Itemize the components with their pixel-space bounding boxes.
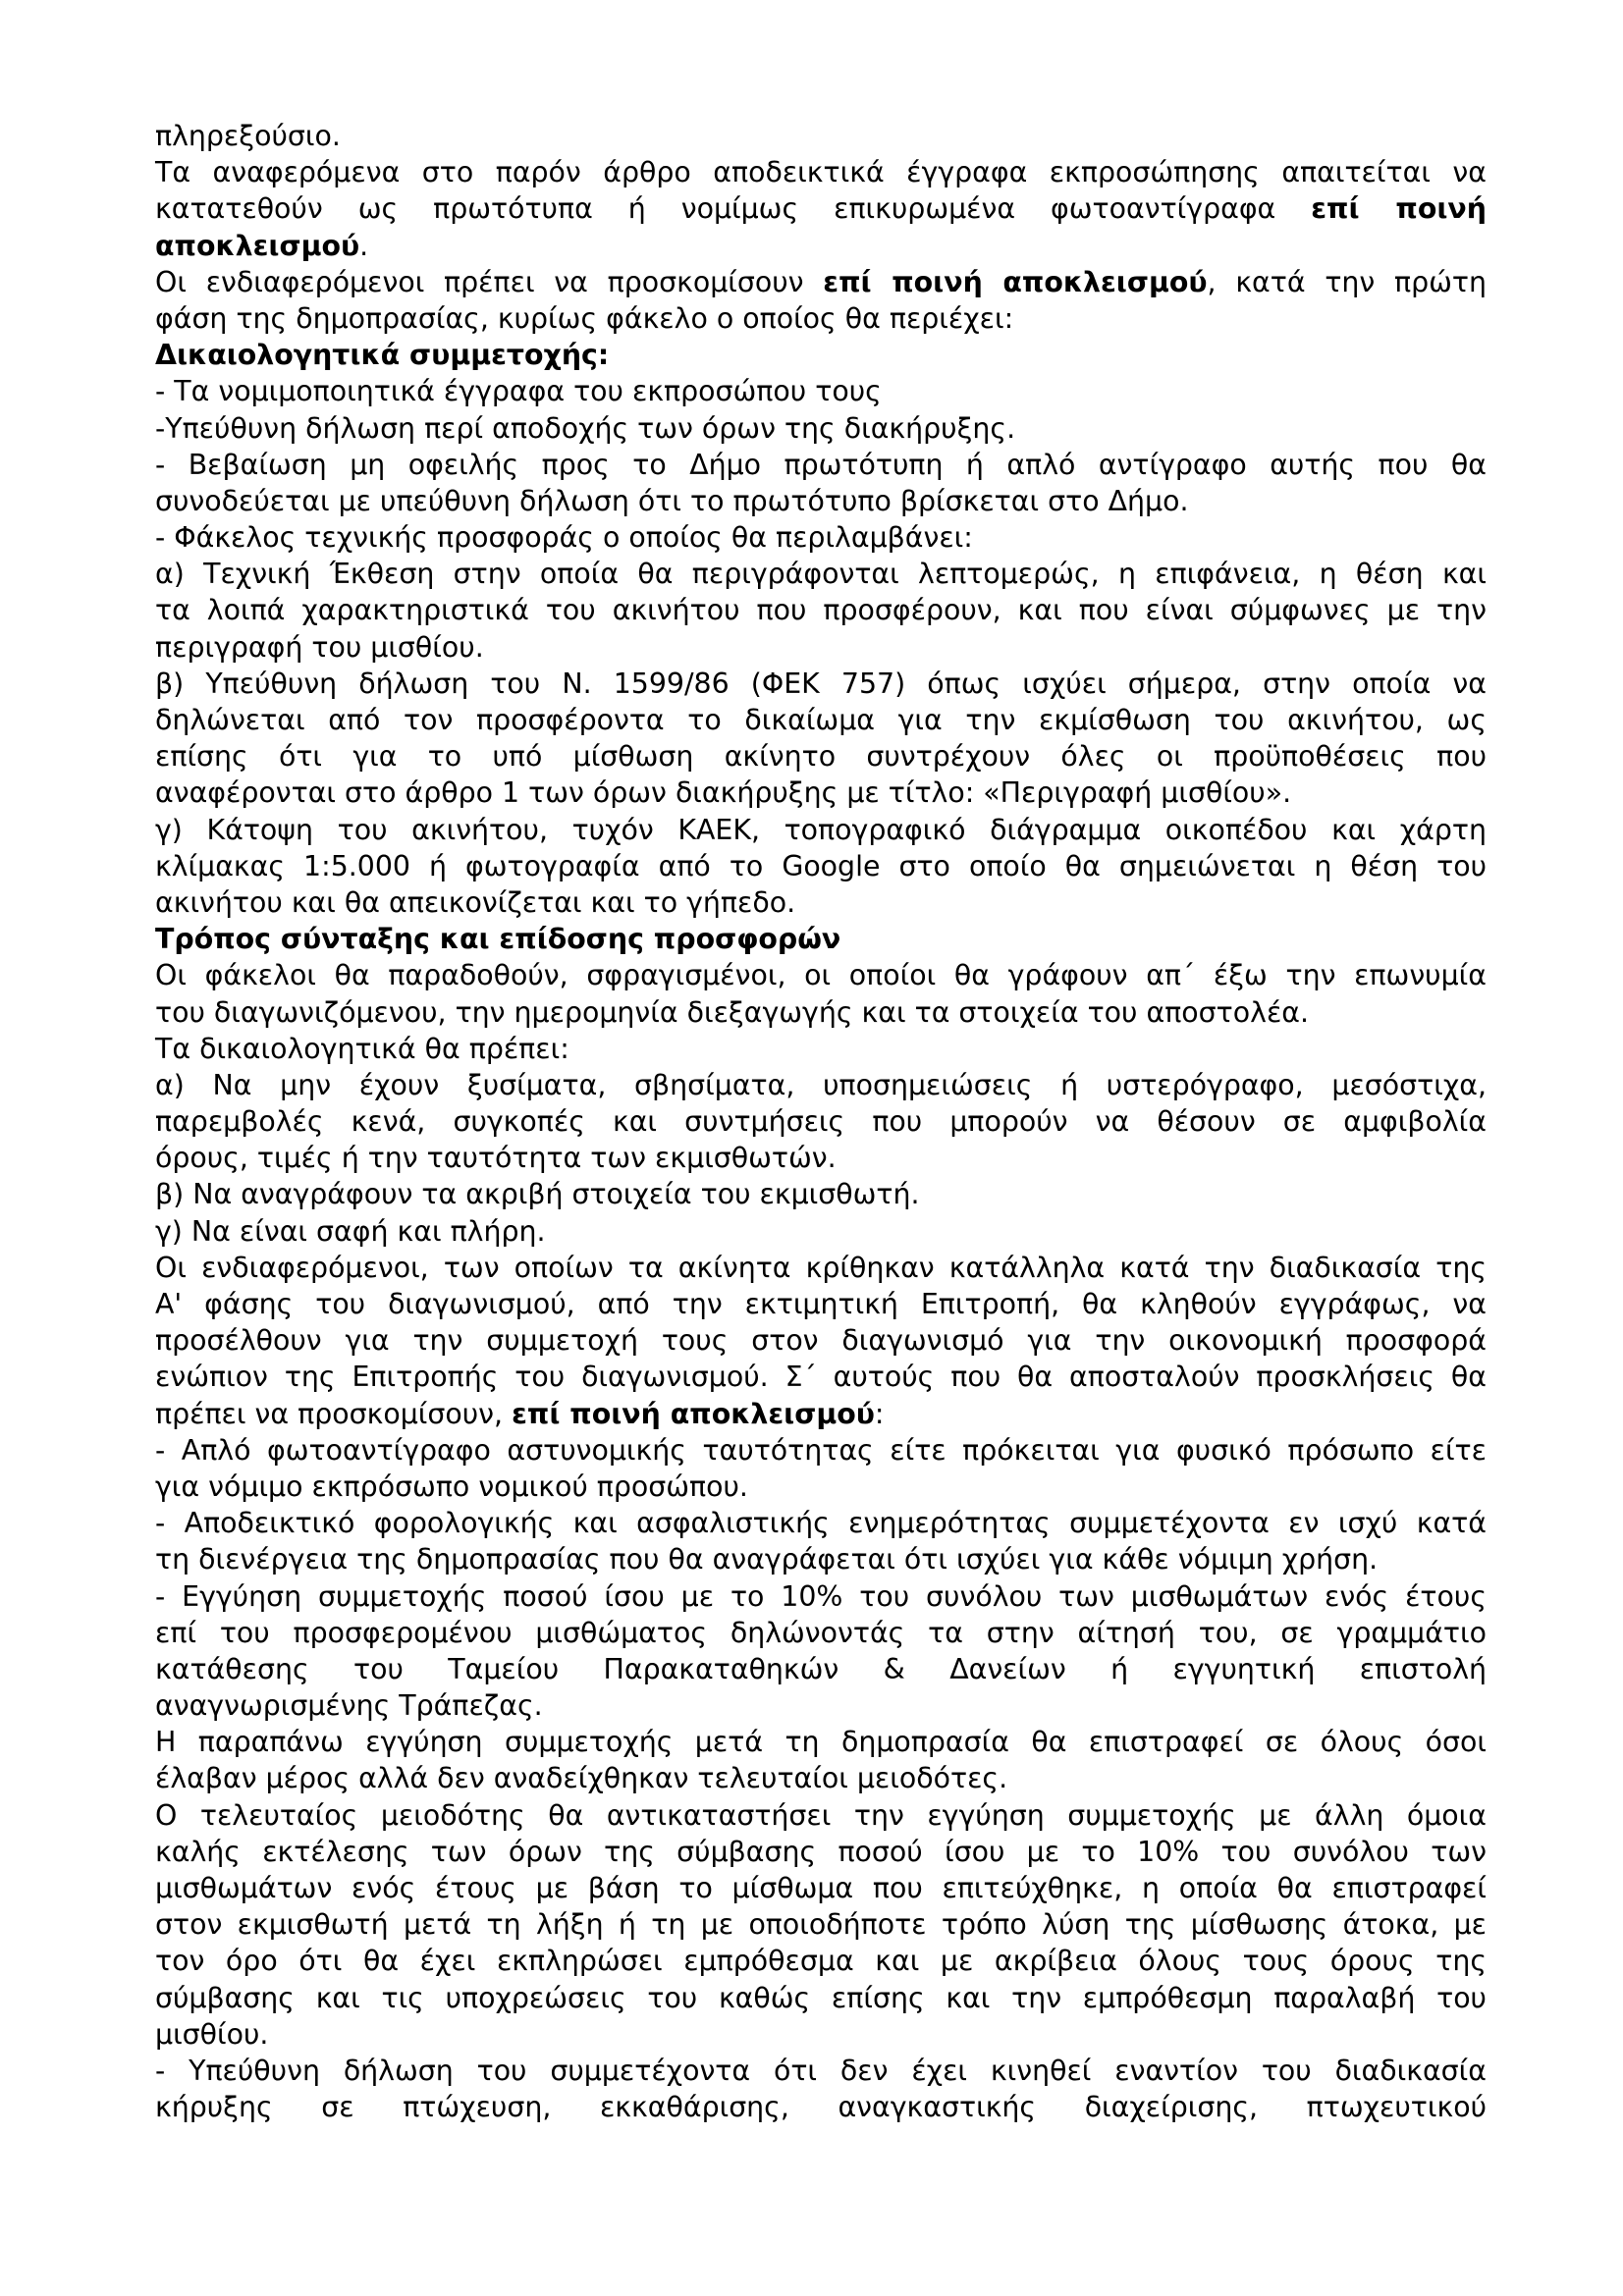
text-line	[155, 1213, 1487, 1250]
text-segment: β) Να αναγράφουν τα ακριβή στοιχεία του εκμισθωτή.	[155, 1178, 920, 1211]
text-segment: αναγνωρισμένης Τράπεζας.	[155, 1689, 543, 1723]
text-line	[155, 957, 1487, 993]
text-line	[155, 1870, 1487, 1906]
text-line	[155, 1432, 1487, 1468]
bold-text-segment: επί ποινή αποκλεισμού	[512, 1397, 875, 1430]
document-body-text	[155, 118, 1487, 2125]
text-line	[155, 447, 1487, 483]
text-line	[155, 1541, 1487, 1577]
text-line	[155, 154, 1487, 190]
text-line	[155, 1760, 1487, 1796]
text-segment: κατατεθούν ως πρωτότυπα ή νομίμως επικυρωμένα φωτοαντίγραφα	[155, 192, 1312, 226]
text-line	[155, 738, 1487, 774]
text-segment: κλίμακας 1:5.000 ή φωτογραφία από το Google στο οποίο θα σημειώνεται η θέση του	[155, 849, 1487, 882]
text-line	[155, 1140, 1487, 1176]
text-segment: γ) Κάτοψη του ακινήτου, τυχόν ΚΑΕΚ, τοπογραφικό διάγραμμα οικοπέδου και χάρτη	[155, 813, 1487, 846]
text-line	[155, 519, 1487, 556]
text-line	[155, 629, 1487, 666]
text-line	[155, 264, 1487, 300]
text-segment: συνοδεύεται με υπεύθυνη δήλωση ότι το πρωτότυπο βρίσκεται στο Δήμο.	[155, 484, 1189, 517]
text-segment: τη διενέργεια της δημοπρασίας που θα αναγράφεται ότι ισχύει για κάθε νόμιμη χρήση.	[155, 1543, 1379, 1576]
text-segment: - Τα νομιμοποιητικά έγγραφα του εκπροσώπου τους	[155, 375, 882, 408]
bold-text-segment: επί ποινή	[1311, 192, 1487, 226]
text-line	[155, 1687, 1487, 1724]
text-segment: Ο τελευταίος μειοδότης θα αντικαταστήσει την εγγύηση συμμετοχής με άλλη όμοια	[155, 1798, 1487, 1832]
text-segment: γ) Να είναι σαφή και πλήρη.	[155, 1214, 546, 1248]
bold-text-segment: επί ποινή αποκλεισμού	[823, 265, 1208, 298]
text-segment: - Απλό φωτοαντίγραφο αστυνομικής ταυτότητας είτε πρόκειται για φυσικό πρόσωπο είτε	[155, 1433, 1487, 1467]
text-line	[155, 1176, 1487, 1212]
text-line	[155, 1578, 1487, 1615]
text-line	[155, 2089, 1487, 2125]
text-segment: α) Τεχνική Έκθεση στην οποία θα περιγράφονται λεπτομερώς, η επιφάνεια, η θέση και	[155, 558, 1487, 591]
text-line	[155, 1505, 1487, 1541]
text-segment: για νόμιμο εκπρόσωπο νομικού προσώπου.	[155, 1469, 748, 1503]
text-line	[155, 994, 1487, 1031]
text-segment: όρους, τιμές ή την ταυτότητα των εκμισθωτών.	[155, 1142, 837, 1175]
text-segment: Τα αναφερόμενα στο παρόν άρθρο αποδεικτικά έγγραφα εκπροσώπησης απαιτείται να	[155, 156, 1487, 189]
text-segment: β) Υπεύθυνη δήλωση του Ν. 1599/86 (ΦΕΚ 757) όπως ισχύει σήμερα, στην οποία να	[155, 667, 1487, 700]
text-line	[155, 190, 1487, 227]
text-segment: επί του προσφερομένου μισθώματος δηλώνοντάς τα στην αίτησή του, σε γραμμάτιο	[155, 1616, 1487, 1649]
text-segment: μισθωμάτων ενός έτους με βάση το μίσθωμα που επιτεύχθηκε, η οποία θα επιστραφεί	[155, 1872, 1487, 1904]
text-segment: - Βεβαίωση μη οφειλής προς το Δήμο πρωτότυπη ή απλό αντίγραφο αυτής που θα	[155, 448, 1487, 481]
text-line	[155, 1797, 1487, 1834]
text-segment: δηλώνεται από τον προσφέροντα το δικαίωμα για την εκμίσθωση του ακινήτου, ως	[155, 704, 1487, 736]
text-line	[155, 300, 1487, 337]
text-line	[155, 1250, 1487, 1286]
text-line	[155, 812, 1487, 848]
text-segment: καλής εκτέλεσης των όρων της σύμβασης ποσού ίσου με το 10% του συνόλου των	[155, 1835, 1487, 1868]
text-segment: κατάθεσης του Ταμείου Παρακαταθηκών & Δανείων ή εγγυητική επιστολή	[155, 1652, 1487, 1685]
text-line	[155, 228, 1487, 264]
text-segment: κήρυξης σε πτώχευση, εκκαθάρισης, αναγκαστικής διαχείρισης, πτωχευτικού	[155, 2091, 1487, 2124]
text-line	[155, 1615, 1487, 1651]
text-line	[155, 1906, 1487, 1943]
text-segment: φάση της δημοπρασίας, κυρίως φάκελο ο οποίος θα περιέχει:	[155, 301, 1014, 335]
text-segment: - Υπεύθυνη δήλωση του συμμετέχοντα ότι δεν έχει κινηθεί εναντίον του διαδικασία	[155, 2054, 1487, 2087]
text-line	[155, 1359, 1487, 1395]
text-segment: Οι ενδιαφερόμενοι, των οποίων τα ακίνητα κρίθηκαν κατάλληλα κατά την διαδικασία της	[155, 1251, 1487, 1284]
text-segment: -Υπεύθυνη δήλωση περί αποδοχής των όρων της διακήρυξης.	[155, 411, 1016, 445]
text-line	[155, 1396, 1487, 1432]
text-line	[155, 921, 1487, 957]
bold-text-segment: Τρόπος σύνταξης και επίδοσης προσφορών	[155, 923, 841, 956]
text-segment: ενώπιον της Επιτροπής του διαγωνισμού. Σ΄ αυτούς που θα αποσταλούν προσκλήσεις θα	[155, 1361, 1487, 1394]
text-line	[155, 1103, 1487, 1140]
text-line	[155, 1067, 1487, 1103]
text-segment: .	[359, 229, 369, 262]
text-line	[155, 884, 1487, 921]
text-line	[155, 666, 1487, 702]
text-segment: ακινήτου και θα απεικονίζεται και το γήπεδο.	[155, 885, 796, 919]
text-segment: παρεμβολές κενά, συγκοπές και συντμήσεις που μπορούν να θέσουν σε αμφιβολία	[155, 1105, 1487, 1139]
text-line	[155, 1322, 1487, 1359]
text-segment: μισθίου.	[155, 2017, 269, 2051]
text-line	[155, 1286, 1487, 1322]
text-segment: έλαβαν μέρος αλλά δεν αναδείχθηκαν τελευταίοι μειοδότες.	[155, 1762, 1008, 1795]
text-line	[155, 1980, 1487, 2016]
text-line	[155, 774, 1487, 811]
text-line	[155, 483, 1487, 519]
text-line	[155, 848, 1487, 884]
text-segment: επίσης ότι για το υπό μίσθωση ακίνητο συντρέχουν όλες οι προϋποθέσεις που	[155, 740, 1487, 774]
text-segment: σύμβασης και τις υποχρεώσεις του καθώς επίσης και την εμπρόθεσμη παραλαβή του	[155, 1981, 1487, 2014]
text-line	[155, 1651, 1487, 1687]
text-segment: Οι ενδιαφερόμενοι πρέπει να προσκομίσουν	[155, 265, 824, 298]
text-line	[155, 1468, 1487, 1505]
text-segment: :	[874, 1397, 885, 1430]
text-line	[155, 2016, 1487, 2053]
text-line	[155, 592, 1487, 628]
text-segment: του διαγωνιζόμενου, την ημερομηνία διεξαγωγής και τα στοιχεία του αποστολέα.	[155, 995, 1310, 1029]
text-segment: προσέλθουν για την συμμετοχή τους στον διαγωνισμό για την οικονομική προσφορά	[155, 1324, 1487, 1358]
text-line	[155, 373, 1487, 409]
text-segment: στον εκμισθωτή μετά τη λήξη ή τη με οποιοδήποτε τρόπο λύση της μίσθωσης άτοκα, με	[155, 1908, 1487, 1942]
text-segment: , κατά την πρώτη	[1207, 265, 1487, 298]
bold-text-segment: Δικαιολογητικά συμμετοχής:	[155, 339, 610, 372]
bold-text-segment: αποκλεισμού	[155, 229, 360, 262]
text-segment: τα λοιπά χαρακτηριστικά του ακινήτου που προσφέρουν, και που είναι σύμφωνες με την	[155, 594, 1487, 627]
text-line	[155, 118, 1487, 154]
text-segment: Η παραπάνω εγγύηση συμμετοχής μετά τη δημοπρασία θα επιστραφεί σε όλους όσοι	[155, 1726, 1487, 1759]
text-line	[155, 1031, 1487, 1067]
text-line	[155, 337, 1487, 373]
text-line	[155, 410, 1487, 447]
text-segment: τον όρο ότι θα έχει εκπληρώσει εμπρόθεσμα και με ακρίβεια όλους τους όρους της	[155, 1945, 1487, 1978]
text-segment: πληρεξούσιο.	[155, 120, 341, 152]
text-line	[155, 2053, 1487, 2089]
text-segment: - Φάκελος τεχνικής προσφοράς ο οποίος θα περιλαμβάνει:	[155, 521, 973, 555]
text-segment: πρέπει να προσκομίσουν,	[155, 1397, 513, 1430]
text-segment: α) Να μην έχουν ξυσίματα, σβησίματα, υποσημειώσεις ή υστερόγραφο, μεσόστιχα,	[155, 1068, 1487, 1101]
text-segment: Α' φάσης του διαγωνισμού, από την εκτιμητική Επιτροπή, θα κληθούν εγγράφως, να	[155, 1288, 1487, 1320]
text-segment: Οι φάκελοι θα παραδοθούν, σφραγισμένοι, οι οποίοι θα γράφουν απ΄ έξω την επωνυμία	[155, 959, 1487, 992]
text-line	[155, 1724, 1487, 1760]
text-segment: αναφέρονται στο άρθρο 1 των όρων διακήρυξης με τίτλο: «Περιγραφή μισθίου».	[155, 776, 1292, 810]
text-segment: Τα δικαιολογητικά θα πρέπει:	[155, 1032, 569, 1065]
text-segment: - Εγγύηση συμμετοχής ποσού ίσου με το 10% του συνόλου των μισθωμάτων ενός έτους	[155, 1579, 1487, 1613]
text-segment: περιγραφή του μισθίου.	[155, 630, 484, 664]
text-segment: - Αποδεικτικό φορολογικής και ασφαλιστικής ενημερότητας συμμετέχοντα εν ισχύ κατά	[155, 1507, 1487, 1540]
text-line	[155, 702, 1487, 738]
text-line	[155, 1834, 1487, 1870]
text-line	[155, 1943, 1487, 1979]
text-line	[155, 556, 1487, 592]
